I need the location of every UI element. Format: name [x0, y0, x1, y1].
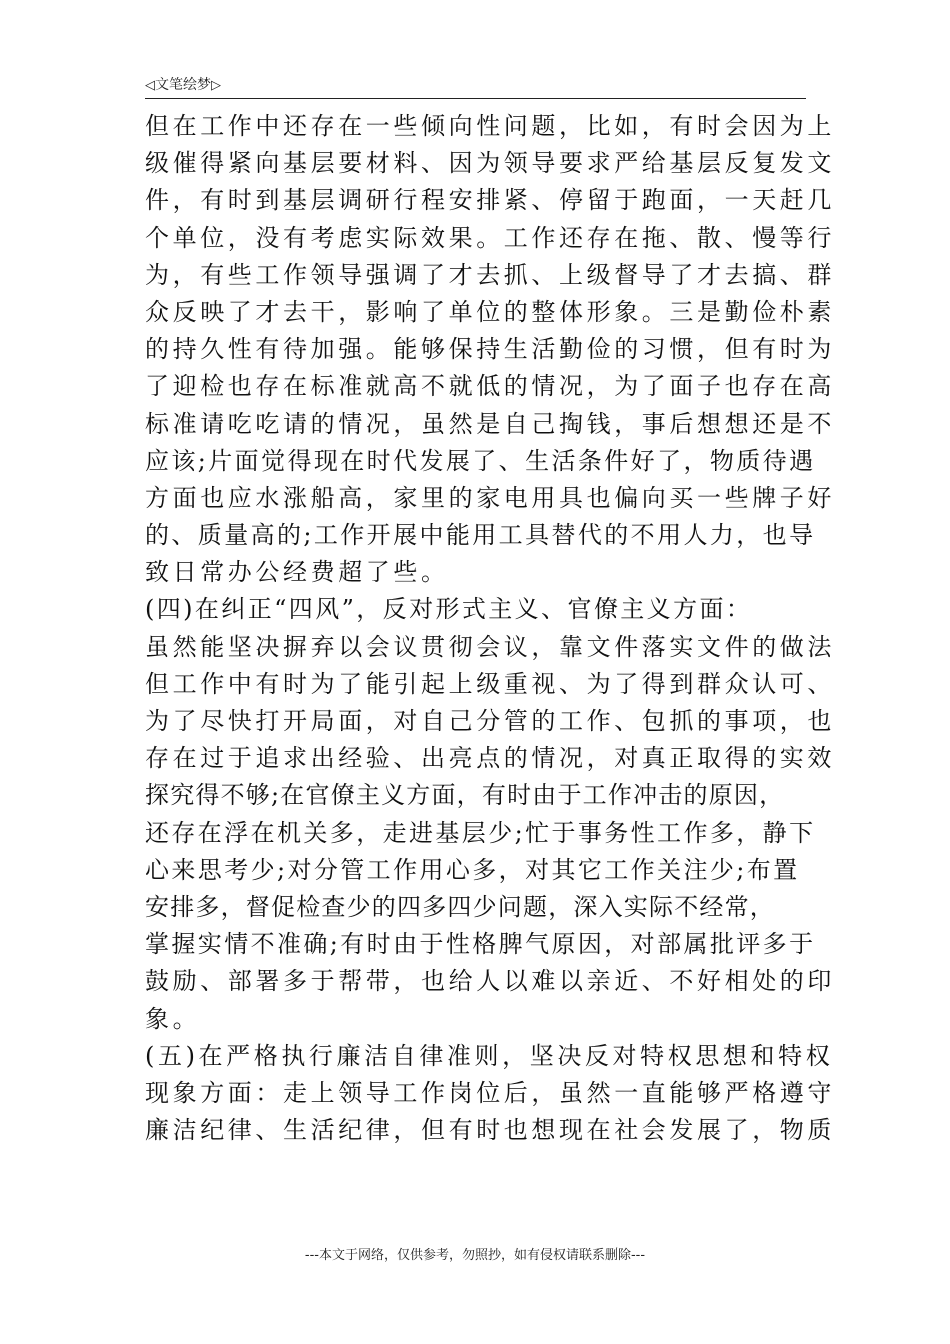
text-line: 标准请吃吃请的情况，虽然是自己掏钱，事后想想还是不 [145, 409, 835, 438]
text-line: 虽然能坚决摒弃以会议贯彻会议，靠文件落实文件的做法 [145, 632, 835, 661]
text-line: 象。 [145, 1004, 201, 1033]
text-line: 还存在浮在机关多，走进基层少;忙于事务性工作多，静下 [145, 818, 816, 847]
text-line: 为，有些工作领导强调了才去抓、上级督导了才去搞、群 [145, 260, 835, 289]
page-footer: ---本文于网络，仅供参考，勿照抄，如有侵权请联系删除--- [304, 1248, 646, 1263]
section-heading-4: (四)在纠正“四风”，反对形式主义、官僚主义方面： [145, 595, 753, 624]
text-line: 的持久性有待加强。能够保持生活勤俭的习惯，但有时为 [145, 335, 835, 364]
text-line: 现象方面：走上领导工作岗位后，虽然一直能够严格遵守 [145, 1078, 835, 1107]
section-heading-5: (五)在严格执行廉洁自律准则，坚决反对特权思想和特权 [145, 1041, 834, 1070]
text-line: 心来思考少;对分管工作用心多，对其它工作关注少;布置 [145, 855, 800, 884]
text-line: 鼓励、部署多于帮带，也给人以难以亲近、不好相处的印 [145, 967, 835, 996]
text-line: 的、质量高的;工作开展中能用工具替代的不用人力，也导 [145, 521, 816, 550]
text-line: 探究得不够;在官僚主义方面，有时由于工作冲击的原因， [145, 781, 785, 810]
text-line: 级催得紧向基层要材料、因为领导要求严给基层反复发文 [145, 149, 835, 178]
left-triangle-icon: ◁ [145, 78, 155, 93]
text-line: 致日常办公经费超了些。 [145, 558, 449, 587]
page-header [145, 76, 806, 99]
text-line: 但工作中有时为了能引起上级重视、为了得到群众认可、 [145, 669, 835, 698]
text-line: 众反映了才去干，影响了单位的整体形象。三是勤俭朴素 [145, 297, 835, 326]
header-logo [145, 76, 221, 95]
text-line: 存在过于追求出经验、出亮点的情况，对真正取得的实效 [145, 744, 835, 773]
header-title: 文笔绘梦 [155, 77, 211, 93]
text-line: 安排多，督促检查少的四多四少问题，深入实际不经常， [145, 892, 775, 921]
text-line: 方面也应水涨船高，家里的家电用具也偏向买一些牌子好 [145, 483, 835, 512]
text-line: 了迎检也存在标准就高不就低的情况，为了面子也存在高 [145, 372, 835, 401]
text-line: 个单位，没有考虑实际效果。工作还存在拖、散、慢等行 [145, 223, 835, 252]
text-line: 但在工作中还存在一些倾向性问题，比如，有时会因为上 [145, 112, 835, 140]
text-line: 廉洁纪律、生活纪律，但有时也想现在社会发展了，物质 [145, 1116, 835, 1145]
text-line: 应该;片面觉得现在时代发展了、生活条件好了，物质待遇 [145, 446, 816, 475]
text-line: 掌握实情不准确;有时由于性格脾气原因，对部属批评多于 [145, 930, 816, 959]
text-line: 为了尽快打开局面，对自己分管的工作、包抓的事项，也 [145, 707, 835, 735]
right-triangle-icon: ▷ [211, 78, 221, 93]
document-body [145, 108, 835, 1149]
text-line: 件，有时到基层调研行程安排紧、停留于跑面，一天赶几 [145, 186, 835, 215]
